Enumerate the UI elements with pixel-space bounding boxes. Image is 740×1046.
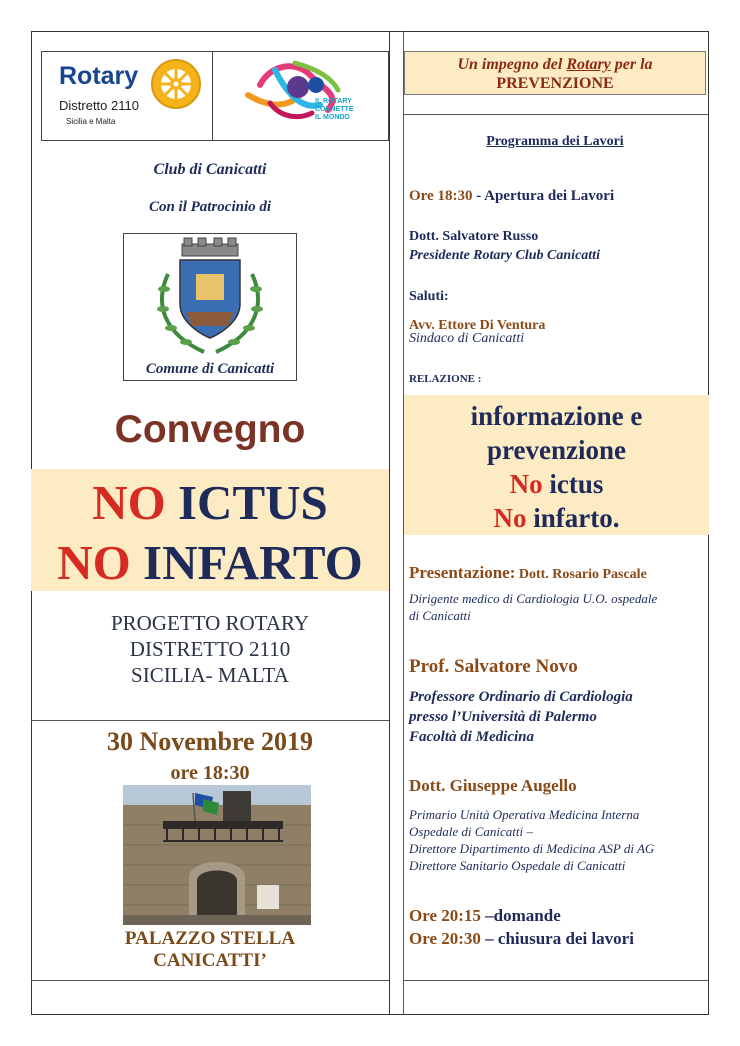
- tagline-part: Un impegno del: [457, 56, 567, 73]
- pascale-name: Dott. Rosario Pascale: [515, 567, 647, 582]
- closing-line: [409, 929, 634, 949]
- comune-caption: Comune di Canicatti: [145, 361, 275, 377]
- divider: [31, 980, 389, 981]
- relazione-ictus: ictus: [542, 469, 604, 499]
- relazione-no: No: [493, 503, 527, 533]
- russo-role: Presidente Rotary Club Canicatti: [409, 248, 600, 263]
- relazione-line: informazione e: [470, 401, 643, 431]
- divider: [404, 980, 709, 981]
- ventura-role: Sindaco di Canicatti: [409, 331, 525, 346]
- augello-role: Direttore Dipartimento di Medicina ASP di AG: [409, 841, 655, 856]
- rotary-logo-text: Rotary: [59, 62, 139, 90]
- relazione-label: RELAZIONE :: [409, 373, 482, 385]
- project-line: DISTRETTO 2110: [129, 637, 291, 661]
- district-text: Distretto 2110: [59, 98, 139, 113]
- relazione-line: [404, 467, 709, 501]
- questions-text: –domande: [480, 906, 561, 925]
- title-no: NO: [92, 475, 166, 530]
- event-time: ore 18:30: [170, 762, 250, 784]
- relazione-no: No: [509, 469, 543, 499]
- tagline-line-1: [404, 55, 706, 74]
- opening-line: [409, 188, 614, 205]
- project-line: PROGETTO ROTARY: [110, 611, 310, 635]
- relazione-line: [404, 501, 709, 535]
- program-heading: Programma dei Lavori: [486, 134, 624, 149]
- closing-time: Ore 20:30: [409, 929, 481, 948]
- patronage-text: Con il Patrocinio di: [148, 199, 272, 215]
- opening-text: - Apertura dei Lavori: [472, 188, 615, 204]
- saluti-label: Saluti:: [409, 289, 449, 304]
- motto-line: IL MONDO: [315, 114, 350, 121]
- presentazione-label: Presentazione:: [409, 563, 516, 582]
- tagline-rotary: Rotary: [566, 56, 611, 73]
- title-infarto: INFARTO: [143, 535, 363, 590]
- questions-time: Ore 20:15: [409, 906, 481, 925]
- rotary-wheel-icon: [148, 56, 204, 112]
- divider: [31, 720, 389, 721]
- tagline-part: per la: [610, 56, 653, 73]
- tagline-text: [404, 55, 706, 93]
- novo-role: Professore Ordinario di Cardiologia: [409, 689, 633, 705]
- motto-text: [315, 98, 375, 122]
- logo-divider: [212, 51, 213, 141]
- event-type-heading: Convegno: [114, 408, 306, 451]
- novo-role: Facoltà di Medicina: [409, 729, 534, 745]
- relazione-dot: .: [612, 503, 620, 533]
- divider: [404, 114, 709, 115]
- motto-line: IL ROTARY: [315, 98, 352, 105]
- venue-name: PALAZZO STELLA: [124, 928, 296, 949]
- venue-city: CANICATTI’: [153, 950, 267, 971]
- title-line-1: [31, 475, 389, 530]
- club-name: Club di Canicatti: [153, 161, 267, 178]
- column-divider: [389, 31, 390, 1015]
- augello-role: Direttore Sanitario Ospedale di Canicatti: [409, 858, 626, 873]
- presentazione-line: [409, 563, 647, 583]
- augello-role: Ospedale di Canicatti –: [409, 824, 533, 839]
- motto-line: CONNETTE: [315, 106, 354, 113]
- relazione-infarto: infarto: [526, 503, 613, 533]
- project-line: SICILIA- MALTA: [131, 663, 289, 687]
- region-text: Sicilia e Malta: [66, 117, 116, 126]
- comune-crest-icon: [124, 234, 296, 362]
- tagline-line-2: PREVENZIONE: [496, 75, 614, 92]
- event-date: 30 Novembre 2019: [106, 727, 314, 756]
- title-line-2: [31, 535, 389, 590]
- pascale-role: Dirigente medico di Cardiologia U.O. ospedale: [409, 591, 658, 606]
- novo-name: Prof. Salvatore Novo: [409, 656, 578, 677]
- title-ictus: ICTUS: [177, 475, 328, 530]
- pascale-role: di Canicatti: [409, 608, 471, 623]
- opening-time: Ore 18:30: [409, 188, 473, 204]
- closing-text: – chiusura dei lavori: [480, 929, 634, 948]
- comune-crest-box: [123, 233, 297, 381]
- palazzo-photo: [123, 785, 311, 925]
- augello-role: Primario Unità Operativa Medicina Interna: [409, 807, 640, 822]
- ventura-name: Avv. Ettore Di Ventura: [409, 318, 546, 333]
- questions-line: [409, 906, 561, 926]
- augello-name: Dott. Giuseppe Augello: [409, 776, 577, 795]
- novo-role: presso l’Università di Palermo: [409, 709, 597, 725]
- relazione-line: prevenzione: [487, 435, 626, 465]
- title-no: NO: [57, 535, 131, 590]
- russo-name: Dott. Salvatore Russo: [409, 229, 539, 244]
